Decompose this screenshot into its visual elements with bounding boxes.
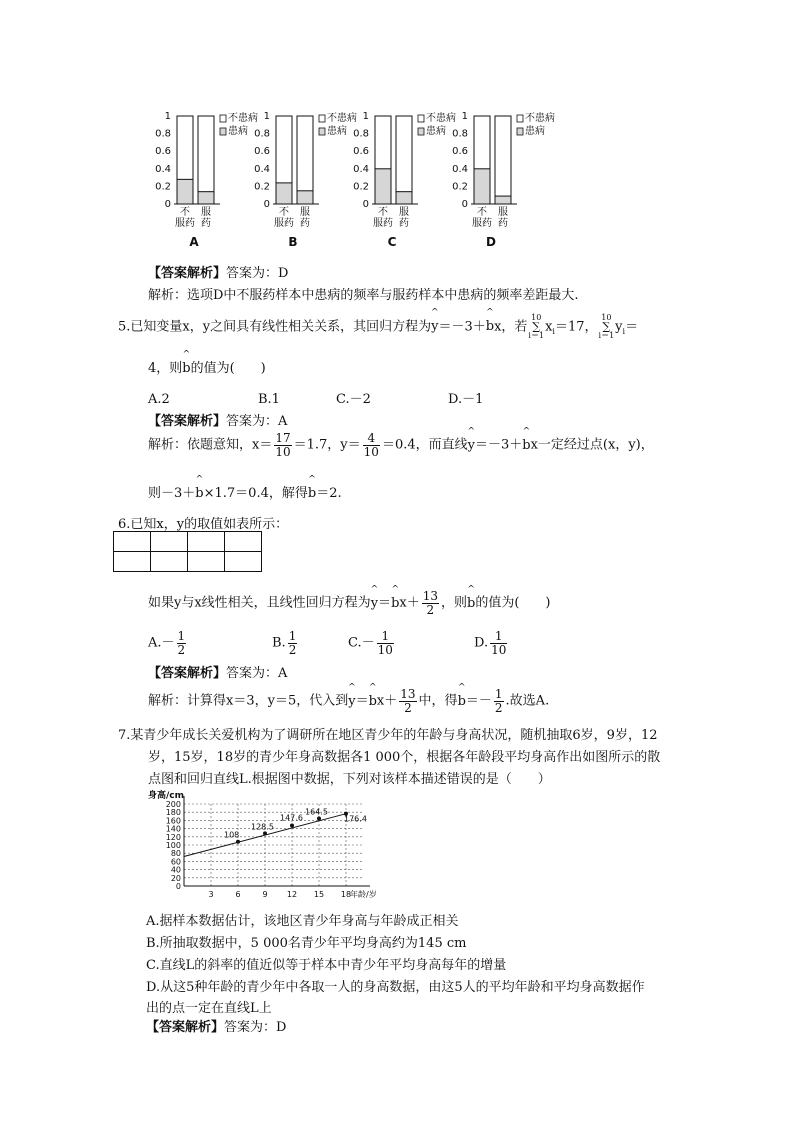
x-tick-label: 药	[399, 218, 409, 229]
numerator: 13	[422, 589, 439, 603]
q5-analysis-b: ＝1.7，y＝	[293, 437, 361, 453]
q6-answer-line	[148, 662, 287, 681]
q6-option-a	[148, 630, 272, 656]
sum-bottom: i＝1	[598, 331, 615, 341]
q4-answer-line	[148, 262, 288, 281]
q5-option-d: D.－1	[448, 392, 484, 407]
y-tick-label: 140	[165, 824, 181, 834]
data-point-label: 164.5	[305, 807, 328, 817]
answer-label: 【答案解析】	[148, 266, 227, 281]
q6-analysis-d: 中，得	[418, 693, 458, 709]
numerator: 13	[400, 687, 416, 701]
q5-analysis-d: ＝－3＋	[474, 437, 523, 453]
y-tick-label: 0	[175, 882, 181, 891]
legend-label-healthy: 不患病	[327, 113, 357, 124]
y-tick-label: 0.6	[353, 146, 369, 158]
denominator: 2	[404, 700, 412, 715]
fraction	[422, 590, 439, 616]
denominator: 2	[288, 642, 297, 657]
b-hat: ^ b	[369, 694, 377, 709]
y-tick-label: 200	[165, 800, 181, 809]
table-cell	[114, 552, 151, 572]
q5-analysis-g: ×1.7＝0.4，解得	[203, 486, 308, 501]
q7-stem-line-2: 岁，15岁，18岁的青少年身高数据各1 000个，根据各年龄段平均身高作出如图所示的散	[148, 750, 661, 765]
y-tick-label: 0.6	[155, 146, 171, 158]
fraction	[494, 688, 504, 714]
sum-top: 10	[531, 313, 542, 322]
answer-label: 【答案解析】	[146, 1020, 225, 1035]
answer-text: 答案为：D	[226, 266, 289, 281]
q5-stem	[118, 314, 638, 340]
sum-bottom: i＝1	[528, 331, 545, 341]
option-prefix: C.－	[348, 635, 375, 651]
bar-outline	[198, 116, 214, 204]
option-prefix: A.－	[148, 635, 175, 651]
q7-option-d: D.从这5种年龄的青少年中各取一人的身高数据，由这5人的平均年龄和平均身高数据作	[146, 980, 645, 995]
q7-stem-line-1: 7.某青少年成长关爱机构为了调研所在地区青少年的年龄与身高状况，随机抽取6岁，9岁，12	[118, 728, 658, 743]
q6-stem-text: 如果y与x线性相关，且线性回归方程为	[148, 595, 371, 611]
q5-analysis-f: 则－3＋	[148, 486, 196, 501]
q7-option-a: A.据样本数据估计，该地区青少年身高与年龄成正相关	[146, 914, 459, 929]
y-tick-label: 0.4	[254, 163, 270, 175]
y-tick-label: 20	[170, 873, 181, 883]
bar-chart-C	[353, 111, 456, 249]
q6-analysis-c: x＋	[376, 693, 398, 709]
answer-label: 【答案解析】	[148, 414, 227, 429]
data-point	[236, 840, 240, 844]
x-tick-label: 服	[399, 207, 409, 218]
data-point	[263, 831, 267, 835]
x-tick-label: 9	[262, 890, 268, 899]
y-tick-label: 0	[461, 199, 468, 210]
data-point-label: 176.4	[344, 814, 367, 824]
table-cell	[225, 552, 262, 572]
sum-y	[599, 314, 615, 340]
bar-outline	[495, 116, 511, 204]
legend-label-diseased: 患病	[327, 126, 347, 137]
q4-analysis: 解析：选项D中不服药样本中患病的频率与服药样本中患病的频率差距最大.	[148, 288, 579, 303]
q6-option-d	[474, 630, 509, 656]
y-tick-label: 0	[362, 199, 369, 210]
y-tick-label: 0.8	[353, 128, 369, 140]
data-point	[317, 817, 321, 821]
option-prefix: D.	[474, 635, 489, 651]
q5-eq-b: x，若	[494, 319, 528, 335]
legend-label-diseased: 患病	[426, 126, 446, 137]
q6-eq-a: ＝	[378, 595, 392, 611]
table-cell	[188, 532, 225, 552]
q5-analysis-h: ＝2.	[316, 486, 342, 501]
x-tick-label: 不	[477, 207, 487, 218]
y-tick-label: 0.2	[155, 181, 171, 193]
bar-diseased-服药	[495, 196, 511, 204]
q7-option-b: B.所抽取数据中，5 000名青少年平均身高约为145 cm	[146, 936, 467, 951]
y-tick-label: 0	[164, 199, 171, 210]
numerator: 1	[494, 687, 503, 701]
y-hat: ^ y	[468, 438, 475, 453]
numerator: 17	[275, 431, 291, 445]
data-point-label: 128.5	[251, 822, 274, 832]
x-tick-label: 服	[498, 207, 508, 218]
y-tick-label: 60	[170, 857, 181, 867]
table-cell	[151, 552, 188, 572]
numerator: 1	[177, 629, 186, 643]
table-cell	[151, 532, 188, 552]
q5-option-c: C.－2	[336, 392, 371, 407]
y-hat: ^ y	[371, 596, 378, 611]
q5-analysis-c: ＝0.4，而直线	[381, 437, 468, 453]
b-hat: ^ b	[391, 596, 399, 611]
q5-eq-a: ＝－3＋	[438, 319, 486, 335]
y-hat: ^ y	[431, 319, 438, 334]
legend-swatch-diseased	[517, 128, 523, 135]
table-row	[114, 532, 262, 552]
y-tick-label: 100	[165, 841, 181, 850]
fraction	[399, 688, 416, 714]
y-tick-label: 0.2	[353, 181, 369, 193]
q6-analysis-e: ＝－	[465, 693, 492, 709]
y-tick-label: 40	[170, 865, 181, 875]
bar-chart-B	[254, 111, 357, 249]
q7-option-d-cont: 出的点一定在直线L上	[146, 1001, 272, 1016]
y-tick-label: 120	[165, 832, 181, 842]
bar-diseased-不服药	[474, 169, 490, 204]
q5-analysis-2	[148, 482, 342, 501]
x-tick-label: 3	[208, 890, 214, 899]
legend-swatch-diseased	[220, 128, 226, 135]
denominator: 10	[275, 444, 291, 459]
q5-analysis-e: x一定经过点(x，y)，	[530, 437, 654, 453]
y-tick-label: 0.6	[254, 146, 270, 158]
x-tick-label: 服药	[175, 218, 195, 229]
q6-options	[148, 630, 509, 656]
q6-stem: 6.已知x，y的取值如表所示：	[118, 517, 289, 532]
x-tick-label: 18	[340, 890, 352, 899]
legend-label-diseased: 患病	[228, 126, 248, 137]
x-tick-label: 6	[235, 890, 241, 899]
bar-diseased-服药	[396, 192, 412, 204]
q5-analysis-a: 解析：依题意知，x＝	[148, 437, 273, 453]
b-hat: ^ b	[458, 694, 466, 709]
x-tick-label: 服	[201, 207, 211, 218]
y-hat: ^ y	[348, 694, 355, 709]
subscript: i	[622, 326, 626, 336]
y-tick-label: 1	[461, 111, 468, 122]
fraction	[377, 630, 394, 656]
bar-diseased-服药	[297, 191, 313, 204]
legend-label-healthy: 不患病	[525, 113, 555, 124]
y-tick-label: 0.4	[155, 163, 171, 175]
x-tick-label: 不	[279, 207, 289, 218]
legend-swatch-healthy	[319, 115, 325, 122]
q7-stem-line-3: 点图和回归直线L.根据图中数据，下列对该样本描述错误的是（ ）	[148, 772, 551, 787]
x-tick-label: 服	[300, 207, 310, 218]
sum-x-var: x	[545, 319, 553, 335]
denominator: 10	[363, 444, 379, 459]
q5-eq-d: ＝	[625, 319, 639, 335]
panel-label-C: C	[387, 235, 397, 249]
denominator: 2	[426, 602, 435, 617]
q6-analysis-a: 解析：计算得x＝3，y＝5，代入到	[148, 693, 349, 709]
q6-stem-b: ，则	[441, 595, 468, 611]
legend-label-healthy: 不患病	[228, 113, 258, 124]
panel-label-D: D	[486, 235, 496, 249]
panel-label-A: A	[189, 235, 199, 249]
denominator: 2	[177, 642, 186, 657]
numerator: 1	[288, 629, 297, 643]
x-tick-label: 药	[498, 218, 508, 229]
denominator: 10	[491, 642, 507, 657]
q6-eq-b: x＋	[399, 595, 420, 611]
x-tick-label: 不	[378, 207, 388, 218]
y-tick-label: 0.6	[452, 146, 468, 158]
y-axis-label: 身高/cm	[148, 791, 185, 801]
q4-bar-charts	[150, 108, 570, 253]
denominator: 10	[377, 642, 393, 657]
y-tick-label: 1	[362, 111, 369, 122]
sum-y-var: y	[615, 319, 623, 335]
q5-option-a: A.2	[148, 392, 170, 407]
bar-diseased-不服药	[276, 183, 292, 204]
fraction	[177, 630, 187, 656]
bar-chart-D	[452, 111, 555, 249]
legend-swatch-healthy	[517, 115, 523, 122]
q5-options	[148, 388, 483, 407]
sum-symbol: ∑	[532, 319, 541, 333]
x-tick-label: 药	[300, 218, 310, 229]
fraction	[490, 630, 507, 656]
x-tick-label: 不	[180, 207, 190, 218]
fraction	[363, 432, 380, 458]
y-tick-label: 0.4	[452, 163, 468, 175]
fraction	[288, 630, 298, 656]
x-tick-label: 服药	[472, 218, 492, 229]
q5-stem-c: 的值为( )	[190, 361, 266, 376]
answer-text: 答案为：D	[224, 1020, 287, 1035]
bar-diseased-服药	[198, 192, 214, 204]
q6-value-table	[113, 531, 262, 572]
y-tick-label: 80	[170, 849, 181, 859]
option-prefix: B.	[272, 635, 286, 651]
numerator: 1	[490, 630, 507, 644]
table-cell	[225, 532, 262, 552]
bar-outline	[396, 116, 412, 204]
q7-option-c: C.直线L的斜率的值近似等于样本中青少年平均身高每年的增量	[146, 958, 507, 973]
denominator: 2	[494, 700, 503, 715]
subscript: i	[552, 326, 555, 336]
bar-diseased-不服药	[375, 169, 391, 204]
data-point-label: 108	[224, 830, 240, 840]
q7-answer-line	[146, 1016, 286, 1035]
sum-symbol: ∑	[602, 319, 611, 333]
bar-chart-A	[155, 111, 258, 249]
q6-option-c	[348, 630, 474, 656]
b-hat: ^ b	[182, 361, 190, 376]
answer-text: 答案为：A	[226, 414, 288, 429]
panel-label-B: B	[288, 235, 298, 249]
q5-stem-text: 5.已知变量x，y之间具有线性相关关系，其回归方程为	[118, 319, 432, 335]
q5-answer-line	[148, 410, 287, 429]
legend-label-healthy: 不患病	[426, 113, 456, 124]
q5-analysis-1	[148, 432, 654, 458]
y-tick-label: 1	[164, 111, 171, 122]
y-tick-label: 1	[263, 111, 270, 122]
x-tick-label: 药	[201, 218, 211, 229]
data-point	[290, 823, 294, 827]
legend-swatch-healthy	[220, 115, 226, 122]
sum-top: 10	[601, 313, 612, 322]
sum-x	[528, 314, 544, 340]
q5-eq-c: ＝17，	[554, 319, 598, 335]
q5-stem-2	[148, 357, 266, 376]
y-tick-label: 0.2	[254, 181, 270, 193]
numerator: 1	[377, 630, 394, 644]
b-hat: ^ b	[467, 596, 475, 611]
y-tick-label: 0.8	[452, 128, 468, 140]
legend-label-diseased: 患病	[525, 126, 545, 137]
x-axis-label: 年龄/岁	[350, 890, 377, 899]
legend-swatch-diseased	[319, 128, 325, 135]
x-tick-label: 15	[313, 890, 325, 899]
y-tick-label: 0	[263, 199, 270, 210]
numerator: 4	[363, 432, 380, 446]
data-point-label: 147.6	[280, 813, 303, 823]
x-tick-label: 服药	[373, 218, 393, 229]
table-cell	[188, 552, 225, 572]
q6-analysis-b: ＝	[355, 693, 369, 709]
q6-option-b	[272, 630, 348, 656]
table-cell	[114, 532, 151, 552]
q5-stem-b: 4，则	[148, 361, 183, 376]
q6-stem-c: 的值为( )	[475, 595, 551, 611]
legend-swatch-healthy	[418, 115, 424, 122]
answer-text: 答案为：A	[226, 666, 288, 681]
b-hat: ^ b	[486, 319, 494, 334]
y-tick-label: 0.8	[254, 128, 270, 140]
y-tick-label: 0.2	[452, 181, 468, 193]
y-tick-label: 180	[165, 808, 181, 818]
legend-swatch-diseased	[418, 128, 424, 135]
y-tick-label: 0.8	[155, 128, 171, 140]
y-tick-label: 0.4	[353, 163, 369, 175]
bar-diseased-不服药	[177, 179, 193, 204]
x-tick-label: 12	[286, 890, 298, 899]
table-row	[114, 552, 262, 572]
y-tick-label: 160	[165, 816, 181, 826]
q5-option-b: B.1	[258, 392, 280, 407]
x-tick-label: 服药	[274, 218, 294, 229]
b-hat: ^ b	[522, 438, 530, 453]
q6-analysis-f: .故选A.	[505, 693, 550, 709]
fraction	[274, 432, 291, 458]
q6-analysis	[148, 688, 549, 714]
answer-label: 【答案解析】	[148, 666, 227, 681]
q7-scatter-chart	[148, 788, 388, 906]
b-hat: ^ b	[195, 486, 203, 501]
b-hat: ^ b	[308, 486, 316, 501]
q6-stem-2	[148, 590, 551, 616]
